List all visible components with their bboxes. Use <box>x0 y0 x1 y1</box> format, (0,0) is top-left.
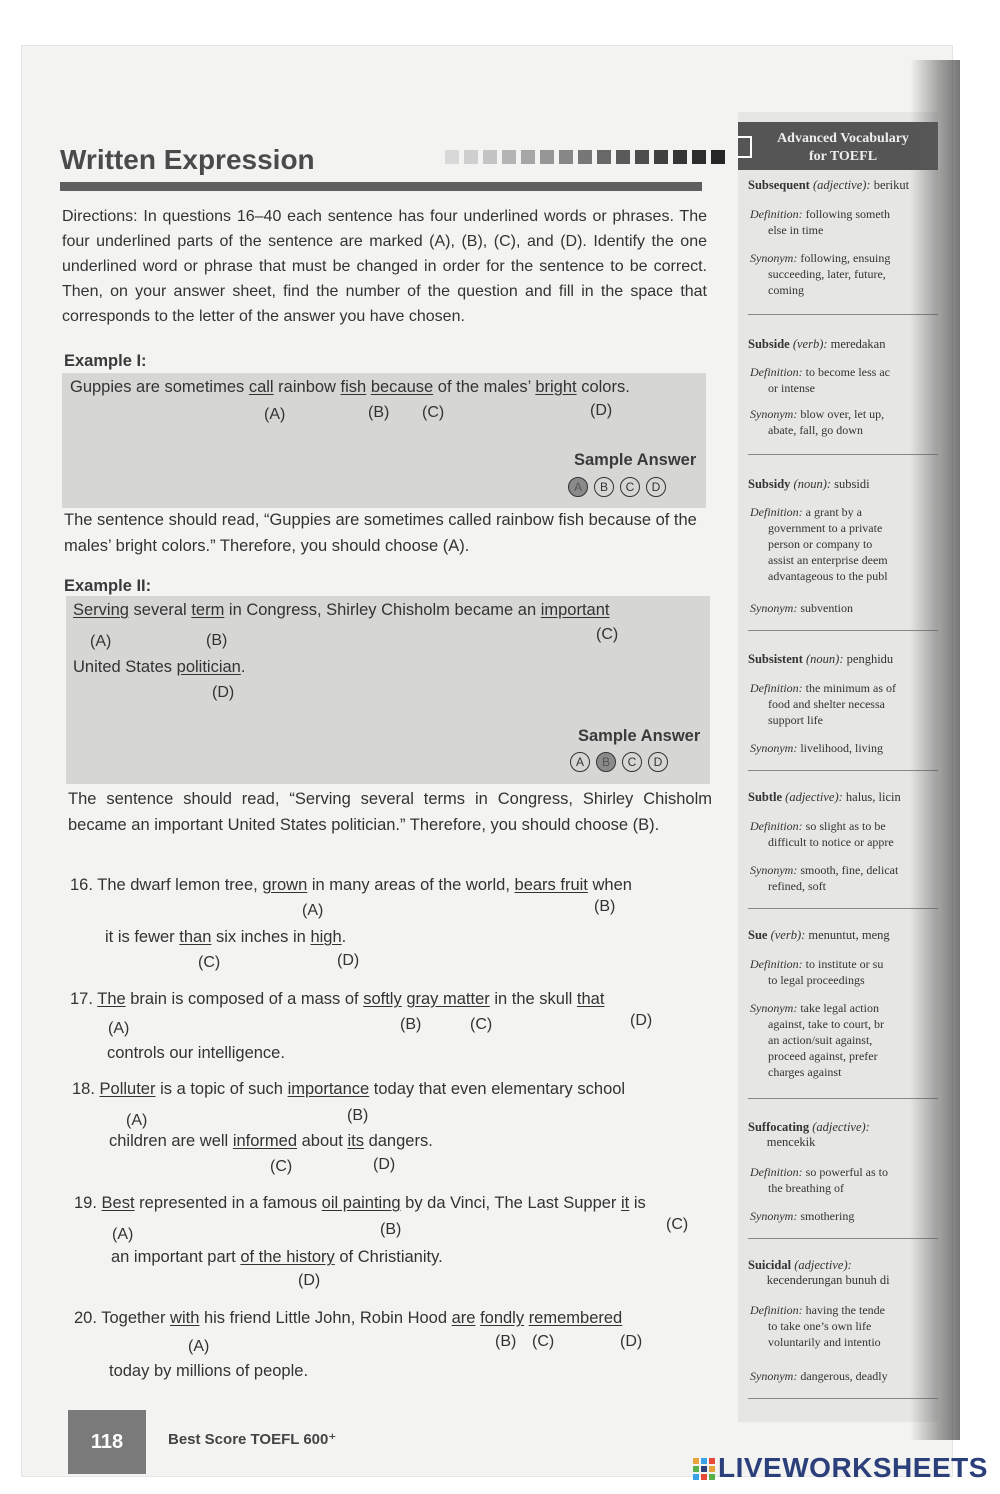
question-18-label-d: (D) <box>373 1156 396 1173</box>
vocab-entry-definition: Definition: a grant by a government to a private person or company to assist an enterprise deem advantageous to the publ <box>750 505 888 583</box>
vocab-entry-synonym: Synonym: following, ensuing succeeding, later, future, coming <box>750 251 891 297</box>
example-2-label-d: (D) <box>212 684 235 701</box>
question-17-label-c: (C) <box>470 1016 493 1033</box>
answer-bubble-d: D <box>648 752 668 772</box>
answer-bubble-a: A <box>568 477 588 497</box>
question-19-line1: 19. Best represented in a famous oil painting by da Vinci, The Last Supper it is <box>74 1194 646 1212</box>
question-17-label-b: (B) <box>400 1016 422 1033</box>
answer-bubble-b: B <box>596 752 616 772</box>
vocab-entry-word: Suffocating (adjective): mencekik <box>748 1120 870 1149</box>
vocab-entry-synonym: Synonym: smothering <box>750 1209 855 1223</box>
vocab-entry-definition: Definition: to become less ac or intense <box>750 365 890 395</box>
answer-bubble-b: B <box>594 477 614 497</box>
page-fold-shadow <box>910 60 960 1440</box>
question-20-label-a: (A) <box>188 1338 210 1355</box>
example-1-sentence: Guppies are sometimes call rainbow fish because of the males’ bright colors. <box>70 378 630 396</box>
example-1-label-c: (C) <box>422 404 445 421</box>
answer-bubble-c: C <box>622 752 642 772</box>
vocab-entry-definition: Definition: so powerful as to the breathing of <box>750 1165 888 1195</box>
liveworksheets-watermark: LIVEWORKSHEETS <box>718 1452 988 1483</box>
question-20-label-b: (B) <box>495 1333 517 1350</box>
book-title: Best Score TOEFL 600⁺ <box>168 1431 337 1448</box>
question-17-line1: 17. The brain is composed of a mass of softly gray matter in the skull that <box>70 990 605 1008</box>
vocab-entry-word: Subsistent (noun): penghidu <box>748 652 894 666</box>
question-19-label-a: (A) <box>112 1226 134 1243</box>
question-19-line2: an important part of the history of Christianity. <box>111 1248 443 1266</box>
sidebar-heading: Advanced Vocabulary for TOEFL <box>777 131 909 164</box>
answer-bubble-a: A <box>570 752 590 772</box>
question-19-label-b: (B) <box>380 1221 402 1238</box>
checkbox-icon <box>738 136 752 158</box>
sidebar-header <box>738 122 938 170</box>
vocab-entry-synonym: Synonym: subvention <box>750 601 853 615</box>
question-20-label-c: (C) <box>532 1333 555 1350</box>
question-17-line2: controls our intelligence. <box>107 1044 285 1062</box>
example-1-label-d: (D) <box>590 402 613 419</box>
question-18-line2: children are well informed about its dangers. <box>109 1132 433 1150</box>
example-2-sample-label: Sample Answer <box>578 727 701 745</box>
vocab-entry-word: Subside (verb): meredakan <box>748 337 886 351</box>
question-16-line1: 16. The dwarf lemon tree, grown in many areas of the world, bears fruit when <box>70 876 632 894</box>
question-16-label-d: (D) <box>337 952 360 969</box>
question-16-label-a: (A) <box>302 902 324 919</box>
vocab-entry-definition: Definition: following someth else in time <box>750 207 890 237</box>
answer-bubble-c: C <box>620 477 640 497</box>
title-rule <box>60 182 702 191</box>
example-2-label-a: (A) <box>90 633 112 650</box>
example-2-label-c: (C) <box>596 626 619 643</box>
vocab-entry-definition: Definition: having the tende to take one’s own life voluntarily and intentio <box>750 1303 885 1349</box>
question-20-line2: today by millions of people. <box>109 1362 309 1380</box>
example-2-label-b: (B) <box>206 632 228 649</box>
example-2-sentence-line2: United States politician. <box>73 658 246 676</box>
question-18-label-b: (B) <box>347 1107 369 1124</box>
liveworksheets-logo-icon <box>693 1458 715 1480</box>
example-1-explanation: The sentence should read, “Guppies are sometimes called rainbow fish because of the males’ bright colors.” Therefore, you should choose (A). <box>64 511 697 555</box>
title-decoration <box>445 150 725 164</box>
example-2-explanation: The sentence should read, “Serving several terms in Congress, Shirley Chisholm became an important United States politician.” Therefore, you should choose (B). <box>68 790 712 834</box>
vocabulary-sidebar <box>738 112 938 1422</box>
question-18-label-a: (A) <box>126 1112 148 1129</box>
vocab-entry-synonym: Synonym: take legal action against, take to court, br an action/suit against, proceed against, prefer charges against <box>750 1001 884 1079</box>
answer-bubble-d: D <box>646 477 666 497</box>
vocab-entry-definition: Definition: so slight as to be difficult to notice or appre <box>750 819 894 849</box>
question-20-label-d: (D) <box>620 1333 643 1350</box>
vocab-entry-word: Suicidal (adjective): kecenderungan bunuh di <box>748 1258 890 1287</box>
question-20-line1: 20. Together with his friend Little John, Robin Hood are fondly remembered <box>74 1309 623 1327</box>
vocab-entry-word: Sue (verb): menuntut, meng <box>748 928 890 942</box>
question-18-label-c: (C) <box>270 1158 293 1175</box>
vocab-entry-word: Subsequent (adjective): berikut <box>748 178 910 192</box>
example-1-label-a: (A) <box>264 406 286 423</box>
vocab-entry-definition: Definition: the minimum as of food and shelter necessa support life <box>750 681 896 727</box>
page-number: 118 <box>68 1410 146 1474</box>
example-2-answer-bubbles <box>570 752 668 772</box>
vocab-entry-synonym: Synonym: smooth, fine, delicat refined, soft <box>750 863 899 893</box>
question-16-label-c: (C) <box>198 954 221 971</box>
question-17-label-d: (D) <box>630 1012 653 1029</box>
vocab-entry-synonym: Synonym: livelihood, living <box>750 741 883 755</box>
directions: Directions: In questions 16–40 each sentence has four underlined words or phrases. The four underlined parts of the sentence are marked (A), (B), (C), and (D). Identify the one underlined word or phrase that must be changed in order for the sentence to be correct. Then, on your answer sheet, find the number of the question and fill in the space that corresponds to the letter of the answer you have chosen. <box>62 208 707 325</box>
question-16-label-b: (B) <box>594 898 616 915</box>
vocab-entry-synonym: Synonym: blow over, let up, abate, fall, go down <box>750 407 885 437</box>
example-1-label: Example I: <box>64 352 147 370</box>
vocab-entry-word: Subsidy (noun): subsidi <box>748 477 870 491</box>
question-16-line2: it is fewer than six inches in high. <box>105 928 347 946</box>
vocab-entry-synonym: Synonym: dangerous, deadly <box>750 1369 888 1383</box>
example-1-answer-bubbles <box>568 477 666 497</box>
vocab-entry-definition: Definition: to institute or su to legal proceedings <box>750 957 884 987</box>
question-19-label-d: (D) <box>298 1272 321 1289</box>
example-1-label-b: (B) <box>368 404 390 421</box>
example-2-sentence-line1: Serving several term in Congress, Shirley Chisholm became an important <box>73 601 610 619</box>
question-19-label-c: (C) <box>666 1216 689 1233</box>
vocab-entry-word: Subtle (adjective): halus, licin <box>748 790 901 804</box>
section-title: Written Expression <box>60 144 315 175</box>
example-1-sample-label: Sample Answer <box>574 451 697 469</box>
question-18-line1: 18. Polluter is a topic of such importance today that even elementary school <box>72 1080 626 1098</box>
question-17-label-a: (A) <box>108 1020 130 1037</box>
example-2-label: Example II: <box>64 577 152 595</box>
